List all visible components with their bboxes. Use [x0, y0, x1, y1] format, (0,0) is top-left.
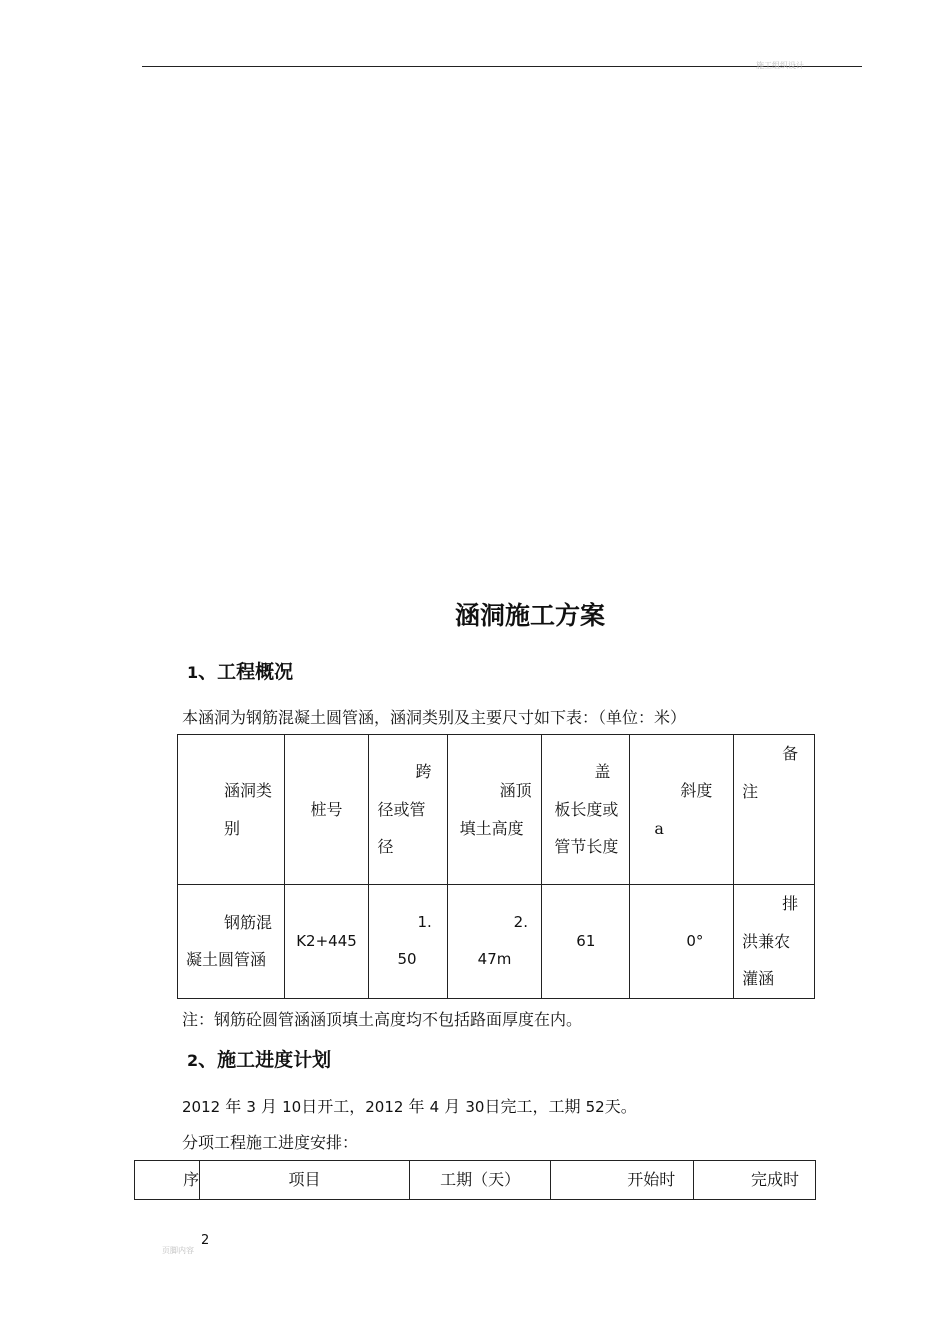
end-word: 日完工，工期 — [484, 1097, 581, 1116]
footer-note: 页脚内容 — [162, 1246, 194, 1255]
cell-skew: 0° — [630, 885, 734, 999]
section-heading-overview — [187, 657, 293, 684]
header-cell-item: 项目 — [200, 1161, 410, 1200]
start-day: 10 — [282, 1098, 302, 1116]
section-heading-schedule — [187, 1045, 331, 1072]
schedule-header-row — [135, 1161, 816, 1200]
page-number: 2 — [201, 1233, 210, 1248]
start-year: 2012 — [182, 1098, 221, 1116]
section-number: 1 — [187, 663, 199, 682]
schedule-sentence — [182, 1094, 637, 1117]
intro-paragraph: 本涵洞为钢筋混凝土圆管涵，涵洞类别及主要尺寸如下表：（单位：米） — [182, 708, 687, 727]
schedule-intro: 分项工程施工进度安排： — [182, 1133, 359, 1152]
table-header-row — [178, 735, 815, 885]
section-separator: 、 — [198, 661, 218, 683]
cell-remark: 排洪兼农灌涵 — [734, 885, 815, 999]
end-year: 2012 — [365, 1098, 404, 1116]
section-number: 2 — [187, 1051, 199, 1070]
cell-type: 钢筋混凝土圆管涵 — [178, 885, 285, 999]
section-label: 施工进度计划 — [217, 1049, 332, 1071]
document-title: 涵洞施工方案 — [454, 601, 605, 630]
cell-length: 61 — [542, 885, 630, 999]
start-month: 3 — [246, 1098, 256, 1116]
cell-station: K2+445 — [284, 885, 369, 999]
days-word: 天。 — [604, 1097, 637, 1116]
table-row — [178, 885, 815, 999]
header-note: 施工组织设计 — [756, 61, 804, 70]
start-word: 日开工， — [301, 1097, 366, 1116]
end-month: 4 — [429, 1098, 440, 1116]
header-cell-start: 开始时 — [551, 1161, 694, 1200]
header-cell-remark: 备注 — [734, 735, 815, 885]
header-cell-station: 桩号 — [284, 735, 369, 885]
year-word: 年 — [408, 1097, 425, 1116]
header-rule — [142, 66, 862, 67]
header-cell-span: 跨径或管径 — [369, 735, 447, 885]
header-cell-finish: 完成时 — [694, 1161, 816, 1200]
header-cell-fill-height: 涵顶填土高度 — [447, 735, 542, 885]
cell-span: 1.50 — [369, 885, 447, 999]
section-label: 工程概况 — [217, 661, 294, 683]
month-word: 月 — [261, 1097, 278, 1116]
cell-fill-height: 2.47m — [447, 885, 542, 999]
header-cell-length: 盖板长度或管节长度 — [542, 735, 630, 885]
header-cell-skew: 斜度 a — [630, 735, 734, 885]
year-word: 年 — [225, 1097, 242, 1116]
duration-days: 52 — [585, 1098, 605, 1116]
schedule-table — [134, 1160, 816, 1200]
header-cell-duration: 工期（天） — [409, 1161, 551, 1200]
header-cell-type: 涵洞类别 — [178, 735, 285, 885]
month-word: 月 — [444, 1097, 461, 1116]
end-day: 30 — [465, 1098, 485, 1116]
table-note: 注：钢筋砼圆管涵涵顶填土高度均不包括路面厚度在内。 — [182, 1010, 583, 1029]
section-separator: 、 — [198, 1049, 218, 1071]
culvert-table — [177, 734, 815, 999]
header-cell-index: 序 — [135, 1161, 200, 1200]
